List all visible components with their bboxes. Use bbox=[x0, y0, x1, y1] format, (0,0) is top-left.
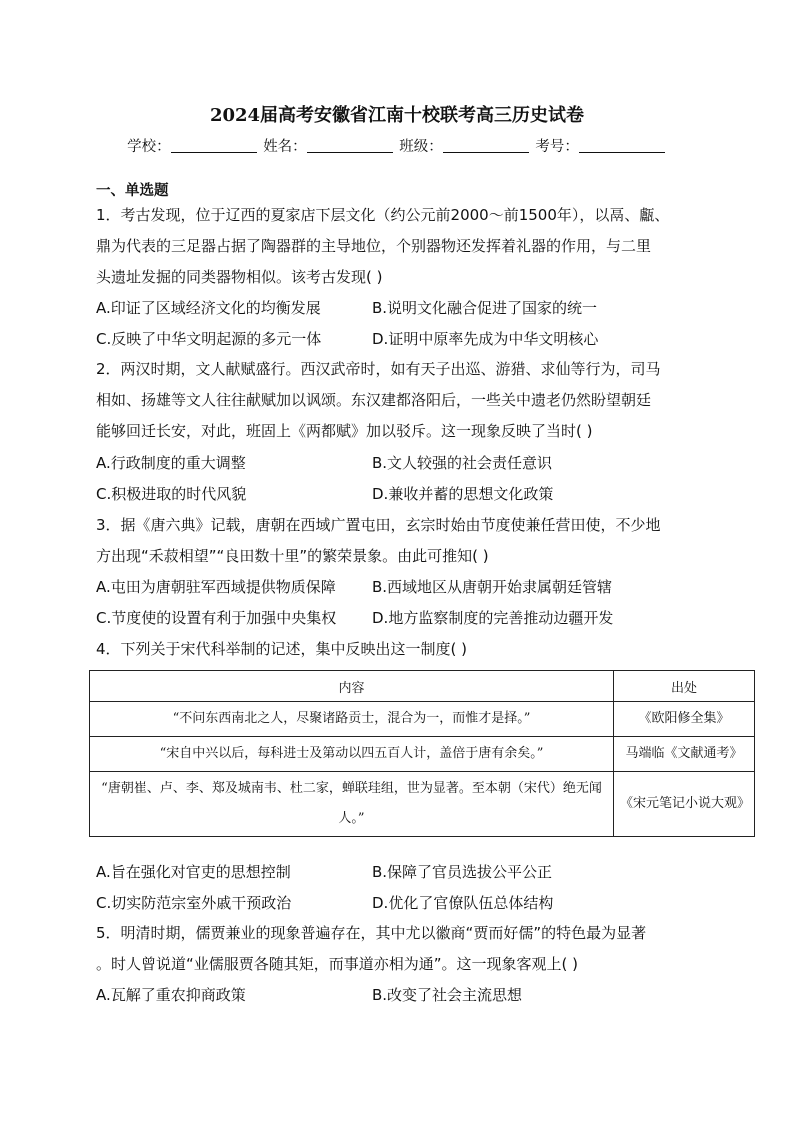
name-blank[interactable] bbox=[307, 137, 393, 153]
table-row bbox=[90, 702, 755, 737]
school-label: 学校： bbox=[127, 139, 171, 155]
option-b[interactable]: B.保障了官员选拔公平公正 bbox=[372, 863, 553, 881]
question-1-options bbox=[96, 293, 716, 355]
table-cell-origin: 《欧阳修全集》 bbox=[614, 702, 755, 737]
question-4-line: 4．下列关于宋代科举制的记述，集中反映出这一制度( ) bbox=[96, 640, 468, 658]
option-c[interactable]: C.切实防范宗室外戚干预政治 bbox=[96, 894, 292, 912]
option-a[interactable]: A.印证了区域经济文化的均衡发展 bbox=[96, 299, 321, 317]
question-5-line: 。时人曾说道“业儒服贾各随其矩，而事道亦相为通”。这一现象客观上( ) bbox=[96, 955, 579, 973]
class-blank[interactable] bbox=[443, 137, 529, 153]
section-heading: 一、单选题 bbox=[96, 183, 169, 199]
table-cell-content: “不问东西南北之人，尽聚诸路贡士，混合为一，而惟才是择。” bbox=[90, 702, 614, 737]
option-a[interactable]: A.旨在强化对官吏的思想控制 bbox=[96, 863, 291, 881]
school-blank[interactable] bbox=[171, 137, 257, 153]
option-d[interactable]: D.优化了官僚队伍总体结构 bbox=[372, 894, 554, 912]
question-5 bbox=[96, 918, 700, 980]
class-label: 班级： bbox=[399, 139, 443, 155]
question-1-line: 头遗址发掘的同类器物相似。该考古发现( ) bbox=[96, 268, 383, 286]
option-c[interactable]: C.反映了中华文明起源的多元一体 bbox=[96, 330, 322, 348]
table-cell-origin: 《宋元笔记小说大观》 bbox=[614, 772, 755, 837]
option-a[interactable]: A.行政制度的重大调整 bbox=[96, 454, 246, 472]
table-cell-content: “唐朝崔、卢、李、郑及城南韦、杜二家，蝉联珪组，世为显著。至本朝（宋代）绝无闻人。” bbox=[90, 772, 614, 837]
question-1 bbox=[96, 200, 700, 293]
column-header-origin: 出处 bbox=[614, 671, 755, 702]
question-1-line: 1．考古发现，位于辽西的夏家店下层文化（约公元前2000～前1500年），以鬲、甗、 bbox=[96, 206, 670, 224]
table-row bbox=[90, 772, 755, 837]
option-b[interactable]: B.改变了社会主流思想 bbox=[372, 986, 523, 1004]
option-b[interactable]: B.文人较强的社会责任意识 bbox=[372, 454, 553, 472]
question-3-line: 3．据《唐六典》记载，唐朝在西域广置屯田，玄宗时始由节度使兼任营田使，不少地 bbox=[96, 516, 661, 534]
name-label: 姓名： bbox=[263, 139, 307, 155]
option-a[interactable]: A.屯田为唐朝驻军西域提供物质保障 bbox=[96, 578, 336, 596]
option-c[interactable]: C.积极进取的时代风貌 bbox=[96, 485, 247, 503]
question-1-line: 鼎为代表的三足器占据了陶器群的主导地位，个别器物还发挥着礼器的作用，与二里 bbox=[96, 237, 652, 255]
option-d[interactable]: D.兼收并蓄的思想文化政策 bbox=[372, 485, 554, 503]
question-2-line: 能够回迁长安，对此，班固上《两都赋》加以驳斥。这一现象反映了当时( ) bbox=[96, 422, 593, 440]
question-4 bbox=[96, 634, 700, 665]
question-5-line: 5．明清时期，儒贾兼业的现象普遍存在，其中尤以徽商“贾而好儒”的特色最为显著 bbox=[96, 924, 647, 942]
option-a[interactable]: A.瓦解了重农抑商政策 bbox=[96, 986, 246, 1004]
table-row bbox=[90, 737, 755, 772]
question-2-line: 相如、扬雄等文人往往献赋加以讽颂。东汉建都洛阳后，一些关中遗老仍然盼望朝廷 bbox=[96, 391, 652, 409]
question-3-line: 方出现“禾菽相望”“良田数十里”的繁荣景象。由此可推知( ) bbox=[96, 547, 489, 565]
table-header-row bbox=[90, 671, 755, 702]
question-3 bbox=[96, 510, 700, 572]
exam-number-blank[interactable] bbox=[579, 137, 665, 153]
question-2 bbox=[96, 354, 700, 447]
exam-number-label: 考号： bbox=[535, 139, 579, 155]
question-4-options bbox=[96, 857, 716, 919]
column-header-content: 内容 bbox=[90, 671, 614, 702]
question-5-options bbox=[96, 980, 716, 1011]
table-cell-origin: 马端临《文献通考》 bbox=[614, 737, 755, 772]
exam-title: 2024届高考安徽省江南十校联考高三历史试卷 bbox=[209, 105, 585, 126]
table-cell-content: “宋自中兴以后，每科进士及第动以四五百人计，盖倍于唐有余矣。” bbox=[90, 737, 614, 772]
option-d[interactable]: D.证明中原率先成为中华文明核心 bbox=[372, 330, 599, 348]
option-b[interactable]: B.西域地区从唐朝开始隶属朝廷管辖 bbox=[372, 578, 613, 596]
question-2-line: 2．两汉时期，文人献赋盛行。西汉武帝时，如有天子出巡、游猎、求仙等行为，司马 bbox=[96, 360, 661, 378]
option-d[interactable]: D.地方监察制度的完善推动边疆开发 bbox=[372, 609, 614, 627]
source-table bbox=[89, 670, 755, 837]
option-b[interactable]: B.说明文化融合促进了国家的统一 bbox=[372, 299, 598, 317]
question-2-options bbox=[96, 448, 716, 510]
student-info-line bbox=[0, 136, 794, 158]
option-c[interactable]: C.节度使的设置有利于加强中央集权 bbox=[96, 609, 337, 627]
question-3-options bbox=[96, 572, 716, 634]
